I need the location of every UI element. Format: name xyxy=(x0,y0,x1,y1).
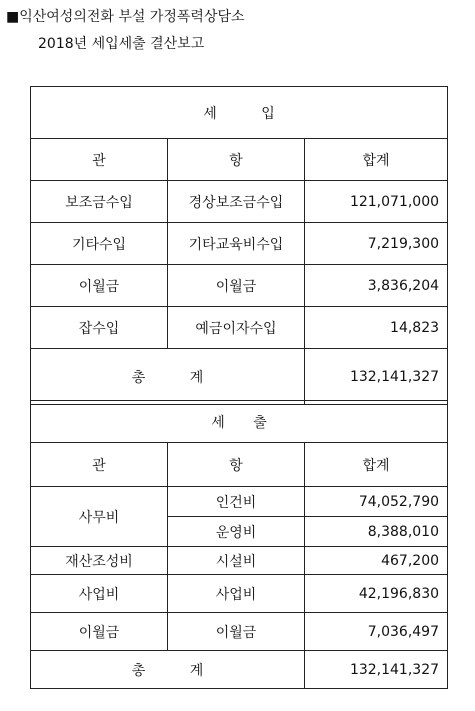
expenditure-title-row xyxy=(31,401,448,443)
column-header-hang: 항 xyxy=(168,443,305,487)
expenditure-header-row xyxy=(31,443,448,487)
total-amount: 132,141,327 xyxy=(305,651,448,689)
hang-cell: 운영비 xyxy=(168,517,305,547)
hang-cell: 이월금 xyxy=(168,265,305,307)
gwan-cell: 보조금수입 xyxy=(31,181,168,223)
amount-cell: 121,071,000 xyxy=(305,181,448,223)
revenue-title-row xyxy=(31,87,448,139)
amount-cell: 14,823 xyxy=(305,307,448,349)
hang-cell: 사업비 xyxy=(168,575,305,613)
column-header-hang: 항 xyxy=(168,139,305,181)
hang-cell: 예금이자수입 xyxy=(168,307,305,349)
expenditure-total-row xyxy=(31,651,448,689)
table-row xyxy=(31,547,448,575)
revenue-total-row xyxy=(31,349,448,405)
document-subtitle: 2018년 세입세출 결산보고 xyxy=(38,36,205,52)
revenue-table xyxy=(30,86,448,405)
gwan-cell: 재산조성비 xyxy=(31,547,168,575)
total-amount: 132,141,327 xyxy=(305,349,448,405)
expenditure-title: 세 출 xyxy=(31,401,448,443)
hang-cell: 인건비 xyxy=(168,487,305,517)
expenditure-table xyxy=(30,400,448,689)
table-row xyxy=(31,181,448,223)
amount-cell: 42,196,830 xyxy=(305,575,448,613)
gwan-cell: 사무비 xyxy=(31,487,168,547)
table-row xyxy=(31,487,448,517)
total-label: 총 계 xyxy=(31,651,305,689)
table-row xyxy=(31,613,448,651)
table-row xyxy=(31,307,448,349)
column-header-amount: 합계 xyxy=(305,139,448,181)
total-label: 총 계 xyxy=(31,349,305,405)
amount-cell: 3,836,204 xyxy=(305,265,448,307)
gwan-cell: 이월금 xyxy=(31,265,168,307)
gwan-cell: 이월금 xyxy=(31,613,168,651)
column-header-gwan: 관 xyxy=(31,139,168,181)
gwan-cell: 기타수입 xyxy=(31,223,168,265)
amount-cell: 74,052,790 xyxy=(305,487,448,517)
hang-cell: 경상보조금수입 xyxy=(168,181,305,223)
hang-cell: 시설비 xyxy=(168,547,305,575)
revenue-title: 세 입 xyxy=(31,87,448,139)
table-row xyxy=(31,265,448,307)
column-header-amount: 합계 xyxy=(305,443,448,487)
column-header-gwan: 관 xyxy=(31,443,168,487)
amount-cell: 7,036,497 xyxy=(305,613,448,651)
hang-cell: 이월금 xyxy=(168,613,305,651)
hang-cell: 기타교육비수입 xyxy=(168,223,305,265)
gwan-cell: 잡수입 xyxy=(31,307,168,349)
gwan-cell: 사업비 xyxy=(31,575,168,613)
amount-cell: 467,200 xyxy=(305,547,448,575)
table-row xyxy=(31,223,448,265)
revenue-header-row xyxy=(31,139,448,181)
amount-cell: 8,388,010 xyxy=(305,517,448,547)
table-row xyxy=(31,575,448,613)
amount-cell: 7,219,300 xyxy=(305,223,448,265)
document-title: ■익산여성의전화 부설 가정폭력상담소 xyxy=(6,9,245,25)
